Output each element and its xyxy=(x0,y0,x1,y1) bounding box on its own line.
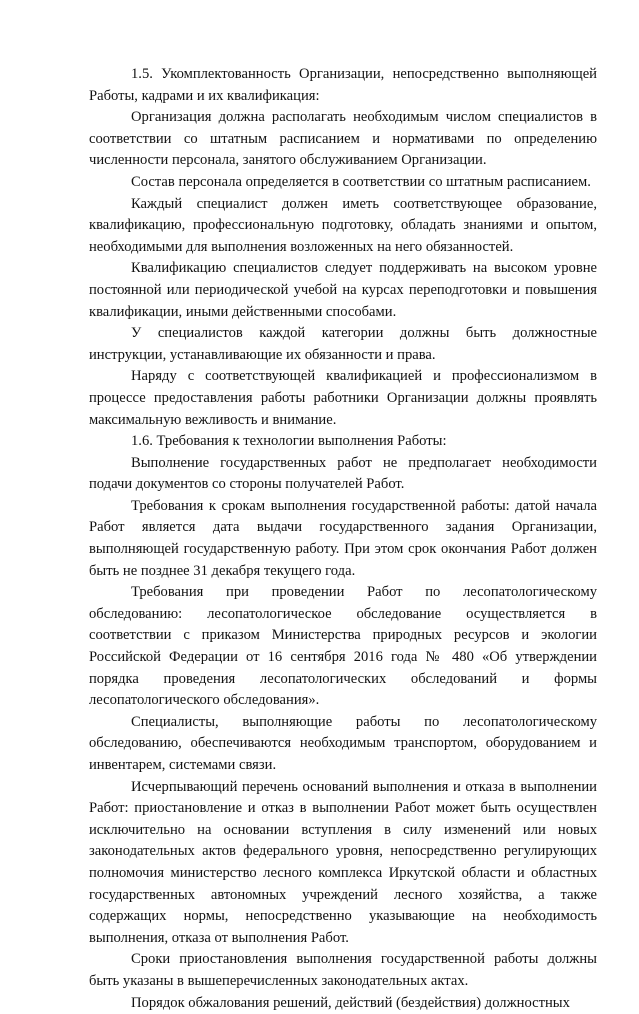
paragraph-specialist-education: Каждый специалист должен иметь соответствующее образование, квалификацию, профессиональную подготовку, обладать знаниями и опытом, необходимыми для выполнения возложенных на него обязанностей. xyxy=(89,195,597,255)
paragraph-1-6-technology: 1.6. Требования к технологии выполнения Работы: xyxy=(131,433,447,450)
paragraph-appeal-procedure: Порядок обжалования решений, действий (бездействия) должностных xyxy=(131,994,570,1011)
paragraph-deadlines: Требования к срокам выполнения государственной работы: датой начала Работ является дата выдачи государственного задания Организации, выполняющей государственную работу. При этом срок окончания Работ должен быть не позднее 31 декабря текущего года. xyxy=(89,497,597,579)
paragraph-staff-composition: Состав персонала определяется в соответствии со штатным расписанием. xyxy=(131,173,591,190)
paragraph-politeness: Наряду с соответствующей квалификацией и профессионализмом в процессе предоставления работы работники Организации должны проявлять максимальную вежливость и внимание. xyxy=(89,368,597,428)
paragraph-equipment: Специалисты, выполняющие работы по лесопатологическому обследованию, обеспечиваются необходимым транспортом, оборудованием и инвентарем, системами связи. xyxy=(89,713,597,773)
paragraph-job-instructions: У специалистов каждой категории должны быть должностные инструкции, устанавливающие их обязанности и права. xyxy=(89,325,597,363)
paragraph-staff-number: Организация должна располагать необходимым числом специалистов в соответствии со штатным расписанием и нормативами по определению численности персонала, занятого обслуживанием Организации. xyxy=(89,109,597,169)
paragraph-1-5-staffing: 1.5. Укомплектованность Организации, непосредственно выполняющей Работы, кадрами и их квалификация: xyxy=(89,66,597,104)
paragraph-suspension-terms: Сроки приостановления выполнения государственной работы должны быть указаны в вышеперечисленных законодательных актах. xyxy=(89,951,597,989)
paragraph-no-documents: Выполнение государственных работ не предполагает необходимости подачи документов со стороны получателей Работ. xyxy=(89,454,597,493)
paragraph-suspension-grounds: Исчерпывающий перечень оснований выполнения и отказа в выполнении Работ: приостановление и отказ в выполнении Работ может быть осуществлен исключительно на основании вступления в силу изменений или новых законодательных актов федерального уровня, непосредственно регулирующих полномочия министерство лесного комплекса Иркутской области и областных государственных автономных учреждений лесного хозяйства, а также содержащих нормы, непосредственно указывающие на необходимость выполнения, отказа от выполнения Работ. xyxy=(89,778,597,946)
paragraph-qualification-maintenance: Квалификацию специалистов следует поддерживать на высоком уровне постоянной или периодической учебой на курсах переподготовки и повышения квалификации, иными действенными способами. xyxy=(89,260,597,320)
paragraph-survey-requirements: Требования при проведении Работ по лесопатологическому обследованию: лесопатологическое обследование осуществляется в соответствии с приказом Министерства природных ресурсов и экологии Российской Федерации от 16 сентября 2016 года № 480 «Об утверждении порядка проведения лесопатологических обследований и формы лесопатологического обследования». xyxy=(89,584,597,709)
